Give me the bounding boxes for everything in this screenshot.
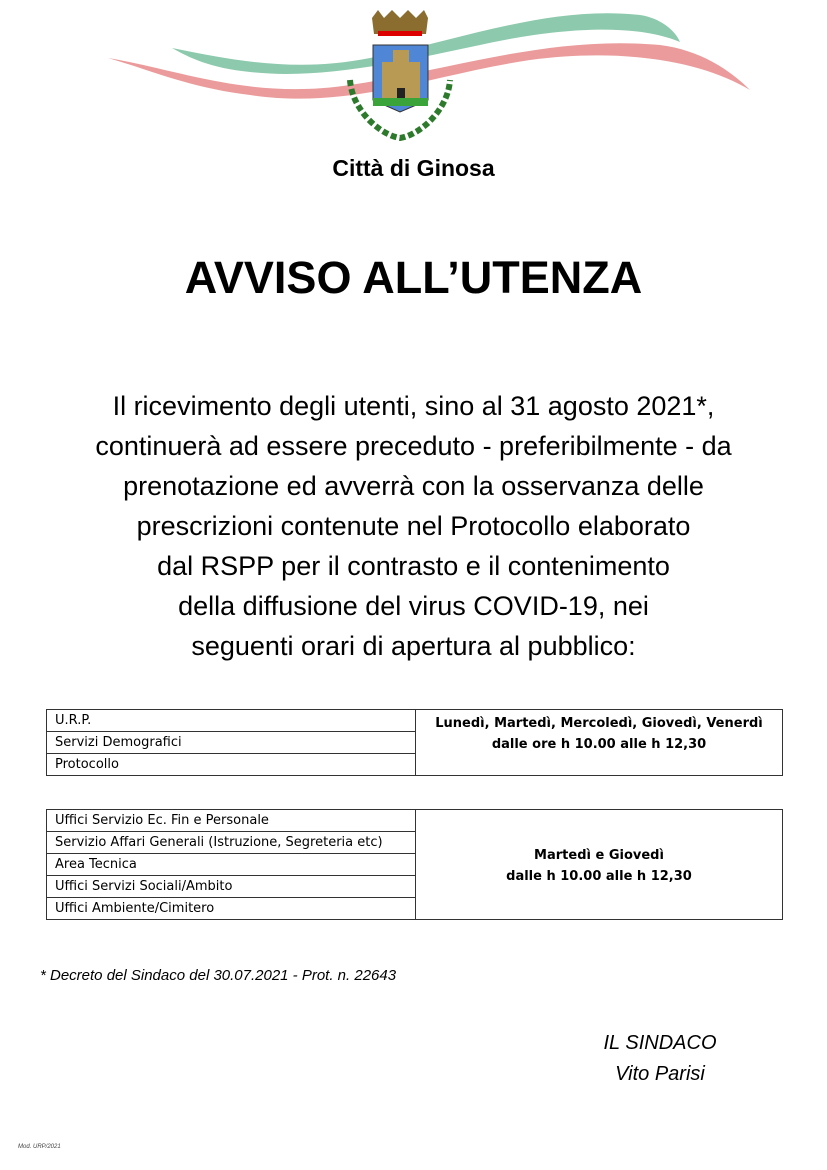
body-line: seguenti orari di apertura al pubblico: [191, 631, 636, 661]
schedule-days: Lunedì, Martedì, Mercoledì, Giovedì, Venerdì [435, 716, 763, 731]
body-line: Il ricevimento degli utenti, sino al 31 agosto 2021*, [112, 391, 715, 421]
body-line: prenotazione ed avverrà con la osservanza delle [123, 471, 704, 501]
schedule-hours: dalle h 10.00 alle h 12,30 [506, 868, 692, 884]
office-cell: Uffici Ambiente/Cimitero [47, 898, 416, 920]
office-cell: Servizi Demografici [47, 732, 416, 754]
office-cell: Uffici Servizio Ec. Fin e Personale [47, 810, 416, 832]
city-coat-of-arms-logo [100, 0, 760, 160]
body-line: continuerà ad essere preceduto - preferibilmente - da [95, 431, 732, 461]
office-cell: Protocollo [47, 754, 416, 776]
signature-block [560, 1028, 760, 1090]
body-line: della diffusione del virus COVID-19, nei [178, 591, 649, 621]
schedule-hours: dalle ore h 10.00 alle h 12,30 [491, 737, 707, 752]
office-cell: Servizio Affari Generali (Istruzione, Segreteria etc) [47, 832, 416, 854]
schedule-cell [416, 710, 783, 776]
notice-title: AVVISO ALL’UTENZA [184, 252, 643, 303]
notice-body [20, 386, 807, 666]
form-code: Mod. URP/2021 [18, 1144, 61, 1150]
schedule-days: Martedì e Giovedì [534, 847, 664, 863]
schedule-table-2 [46, 809, 783, 920]
schedule-table-1 [46, 709, 783, 776]
office-cell: Area Tecnica [47, 854, 416, 876]
signature-role: IL SINDACO [603, 1032, 717, 1054]
body-line: dal RSPP per il contrasto e il contenimento [157, 551, 670, 581]
schedule-cell [416, 810, 783, 920]
body-line: prescrizioni contenute nel Protocollo elaborato [136, 511, 691, 541]
signature-name: Vito Parisi [615, 1063, 705, 1085]
office-cell: Uffici Servizi Sociali/Ambito [47, 876, 416, 898]
office-cell: U.R.P. [47, 710, 416, 732]
footnote: * Decreto del Sindaco del 30.07.2021 - Prot. n. 22643 [40, 967, 397, 984]
city-name: Città di Ginosa [332, 155, 495, 181]
